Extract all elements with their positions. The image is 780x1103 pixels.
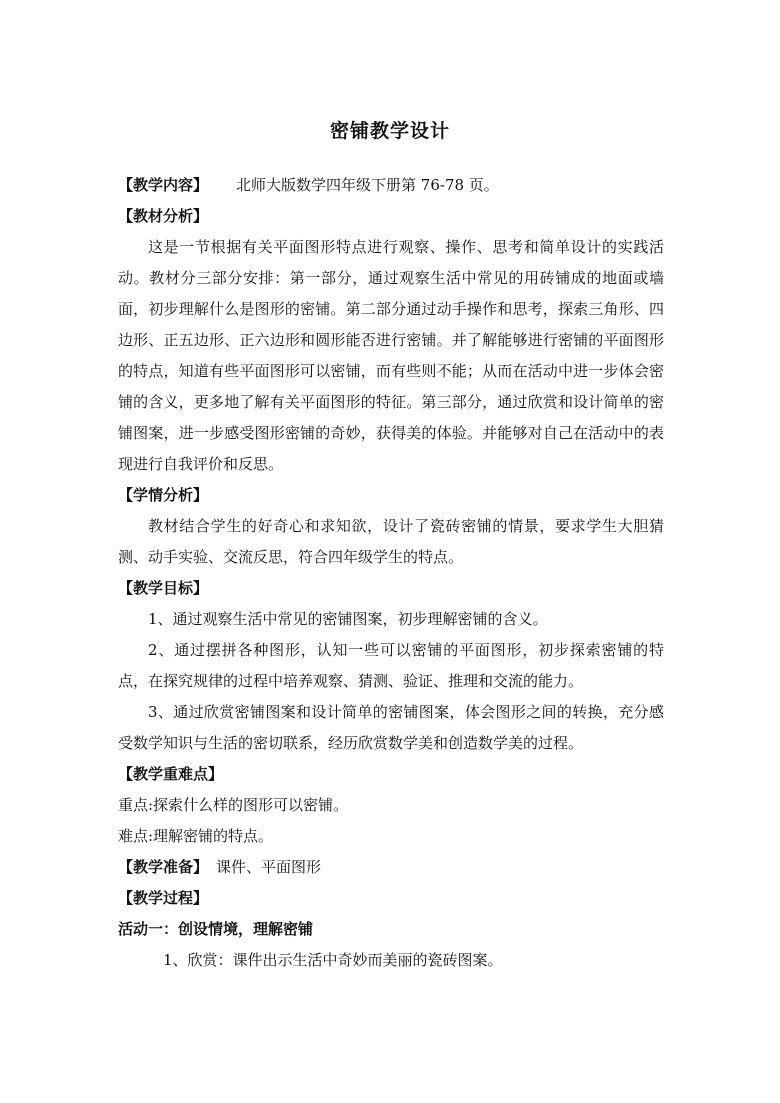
teaching-content-text: 北师大版数学四年级下册第 76-78 页。 [236, 176, 499, 194]
teaching-process-heading: 【教学过程】 [118, 889, 209, 907]
teaching-goals-heading: 【教学目标】 [118, 579, 209, 597]
teaching-goal-2: 2、通过摆拼各种图形，认知一些可以密铺的平面图形，初步探索密铺的特点，在探究规律的过程中培养观察、猜测、验证、推理和交流的能力。 [118, 641, 664, 690]
key-point-text: 重点:探索什么样的图形可以密铺。 [118, 796, 349, 814]
teaching-content-label: 【教学内容】 [118, 176, 209, 194]
student-analysis-heading: 【学情分析】 [118, 486, 209, 504]
material-analysis-paragraph: 这是一节根据有关平面图形特点进行观察、操作、思考和简单设计的实践活动。教材分三部分安排：第一部分，通过观察生活中常见的用砖铺成的地面或墙面，初步理解什么是图形的密铺。第二部分通过动手操作和思考，探索三角形、四边形、正五边形、正六边形和圆形能否进行密铺。并了解能够进行密铺的平面图形的特点，知道有些平面图形可以密铺，而有些则不能；从而在活动中进一步体会密铺的含义，更多地了解有关平面图形的特征。第三部分，通过欣赏和设计简单的密铺图案，进一步感受图形密铺的奇妙，获得美的体验。并能够对自己在活动中的表现进行自我评价和反思。 [118, 238, 664, 473]
teaching-goal-3: 3、通过欣赏密铺图案和设计简单的密铺图案，体会图形之间的转换，充分感受数学知识与生活的密切联系，经历欣赏数学美和创造数学美的过程。 [118, 703, 664, 752]
document-title: 密铺教学设计 [329, 120, 450, 142]
teaching-preparation-text: 课件、平面图形 [216, 858, 322, 876]
difficulty-text: 难点:理解密铺的特点。 [118, 827, 274, 845]
teaching-goal-1: 1、通过观察生活中常见的密铺图案，初步理解密铺的含义。 [148, 610, 548, 628]
material-analysis-heading: 【教材分析】 [118, 207, 209, 225]
activity-1-title: 活动一：创设情境，理解密铺 [118, 920, 314, 938]
document-body [118, 170, 664, 976]
teaching-preparation-line [118, 852, 664, 883]
teaching-content-line [118, 170, 664, 201]
key-points-heading: 【教学重难点】 [118, 765, 224, 783]
student-analysis-paragraph: 教材结合学生的好奇心和求知欲，设计了瓷砖密铺的情景，要求学生大胆猜测、动手实验、交流反思，符合四年级学生的特点。 [118, 517, 664, 566]
teaching-preparation-label: 【教学准备】 [118, 858, 209, 876]
activity-1-step-1: 1、欣赏：课件出示生活中奇妙而美丽的瓷砖图案。 [163, 951, 503, 969]
